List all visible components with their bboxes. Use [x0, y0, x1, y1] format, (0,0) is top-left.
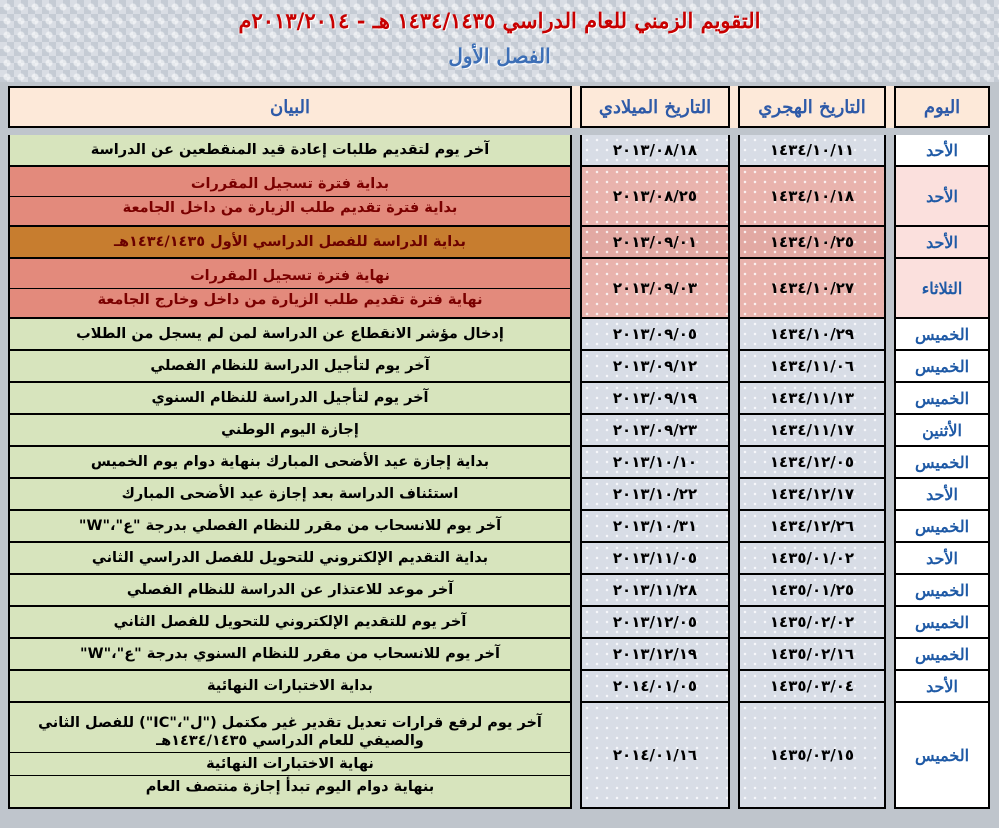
hijri-date-cell: ١٤٣٤/١١/١٣	[738, 383, 886, 415]
description-cell	[8, 383, 572, 415]
description-cell	[8, 511, 572, 543]
gregorian-date-cell: ٢٠١٣/١٢/٠٥	[580, 607, 730, 639]
description-line: نهاية الاختبارات النهائية	[10, 752, 570, 775]
hijri-date-cell: ١٤٣٤/١١/٠٦	[738, 351, 886, 383]
description-line: نهاية فترة تقديم طلب الزيارة من داخل وخارج الجامعة	[10, 288, 570, 311]
day-cell: الأحد	[894, 543, 990, 575]
description-cell	[8, 135, 572, 167]
table-row	[8, 703, 990, 809]
gregorian-date-cell: ٢٠١٣/١٠/٢٢	[580, 479, 730, 511]
description-cell	[8, 607, 572, 639]
day-cell: الخميس	[894, 319, 990, 351]
description-cell	[8, 639, 572, 671]
day-cell: الأحد	[894, 227, 990, 259]
description-line: بداية إجازة عيد الأضحى المبارك بنهاية دوام يوم الخميس	[90, 453, 490, 470]
day-cell: الثلاثاء	[894, 259, 990, 319]
table-row	[8, 351, 990, 383]
description-cell	[8, 479, 572, 511]
hijri-date-cell: ١٤٣٤/١٠/١٨	[738, 167, 886, 227]
description-line: آخر يوم لتأجيل الدراسة للنظام الفصلي	[150, 357, 430, 374]
table-row	[8, 319, 990, 351]
hijri-date-cell: ١٤٣٤/١٢/٢٦	[738, 511, 886, 543]
hijri-date-cell: ١٤٣٤/١٠/٢٥	[738, 227, 886, 259]
day-cell: الخميس	[894, 639, 990, 671]
table-row	[8, 135, 990, 167]
description-cell	[8, 575, 572, 607]
description-cell	[8, 671, 572, 703]
table-row	[8, 671, 990, 703]
description-line: استئناف الدراسة بعد إجازة عيد الأضحى المبارك	[121, 485, 459, 502]
day-cell: الخميس	[894, 511, 990, 543]
day-cell: الأحد	[894, 671, 990, 703]
header-description: البيان	[8, 86, 572, 128]
header-row	[8, 86, 990, 128]
hijri-date-cell: ١٤٣٤/١٠/٢٧	[738, 259, 886, 319]
page-subtitle: الفصل الأول	[448, 44, 551, 68]
calendar-sheet	[0, 82, 999, 828]
description-cell	[8, 259, 572, 319]
day-cell: الخميس	[894, 607, 990, 639]
hijri-date-cell: ١٤٣٥/٠٢/٠٢	[738, 607, 886, 639]
gregorian-date-cell: ٢٠١٣/٠٩/٠٣	[580, 259, 730, 319]
hijri-date-cell: ١٤٣٥/٠٣/٠٤	[738, 671, 886, 703]
hijri-date-cell: ١٤٣٥/٠١/٢٥	[738, 575, 886, 607]
table-row	[8, 383, 990, 415]
gregorian-date-cell: ٢٠١٣/١٠/٣١	[580, 511, 730, 543]
table-row	[8, 167, 990, 227]
table-row	[8, 575, 990, 607]
day-cell: الخميس	[894, 447, 990, 479]
table-row	[8, 543, 990, 575]
description-cell	[8, 227, 572, 259]
calendar-rows	[8, 135, 990, 809]
description-cell	[8, 319, 572, 351]
day-cell: الخميس	[894, 575, 990, 607]
table-row	[8, 607, 990, 639]
calendar-table	[8, 86, 990, 809]
gregorian-date-cell: ٢٠١٣/١٢/١٩	[580, 639, 730, 671]
page-title: التقويم الزمني للعام الدراسي ١٤٣٤/١٤٣٥ هـ - ٢٠١٣/٢٠١٤م	[238, 8, 761, 33]
description-cell	[8, 543, 572, 575]
table-row	[8, 415, 990, 447]
day-cell: الأثنين	[894, 415, 990, 447]
gregorian-date-cell: ٢٠١٣/١١/٠٥	[580, 543, 730, 575]
gregorian-date-cell: ٢٠١٣/٠٨/٢٥	[580, 167, 730, 227]
gregorian-date-cell: ٢٠١٣/٠٩/٠١	[580, 227, 730, 259]
header-gregorian: التاريخ الميلادي	[580, 86, 730, 128]
description-line: آخر موعد للاعتذار عن الدراسة للنظام الفصلي	[126, 581, 454, 598]
hijri-date-cell: ١٤٣٥/٠١/٠٢	[738, 543, 886, 575]
description-line: آخر يوم للانسحاب من مقرر للنظام السنوي بدرجة "ع"،"W"	[80, 645, 500, 662]
day-cell: الخميس	[894, 383, 990, 415]
description-cell	[8, 703, 572, 809]
description-line: آخر يوم للانسحاب من مقرر للنظام الفصلي بدرجة "ع"،"W"	[78, 517, 502, 534]
day-cell: الأحد	[894, 135, 990, 167]
gregorian-date-cell: ٢٠١٣/٠٩/٠٥	[580, 319, 730, 351]
day-cell: الخميس	[894, 703, 990, 809]
header-hijri: التاريخ الهجري	[738, 86, 886, 128]
hijri-date-cell: ١٤٣٤/١٢/٠٥	[738, 447, 886, 479]
day-cell: الأحد	[894, 479, 990, 511]
hijri-date-cell: ١٤٣٥/٠٣/١٥	[738, 703, 886, 809]
description-line: بداية الدراسة للفصل الدراسي الأول ١٤٣٤/١٤٣٥هـ	[114, 233, 466, 250]
description-line: بداية التقديم الإلكتروني للتحويل للفصل الدراسي الثاني	[91, 549, 489, 566]
day-cell: الخميس	[894, 351, 990, 383]
description-line: بداية الاختبارات النهائية	[206, 677, 374, 694]
table-row	[8, 259, 990, 319]
gregorian-date-cell: ٢٠١٣/٠٩/٢٣	[580, 415, 730, 447]
table-row	[8, 511, 990, 543]
hijri-date-cell: ١٤٣٤/١٠/٢٩	[738, 319, 886, 351]
gregorian-date-cell: ٢٠١٤/٠١/٠٥	[580, 671, 730, 703]
gregorian-date-cell: ٢٠١٣/١٠/١٠	[580, 447, 730, 479]
description-line: آخر يوم لرفع قرارات تعديل تقدير غير مكتمل ("ل"،"IC") للفصل الثاني والصيفي للعام الدراسي ١٤٣٤/١٤٣٥هـ	[38, 714, 542, 749]
description-line: بنهاية دوام اليوم تبدأ إجازة منتصف العام	[10, 775, 570, 798]
gregorian-date-cell: ٢٠١٤/٠١/١٦	[580, 703, 730, 809]
description-line: نهاية فترة تسجيل المقررات	[190, 268, 390, 285]
gregorian-date-cell: ٢٠١٣/٠٩/١٩	[580, 383, 730, 415]
description-cell	[8, 447, 572, 479]
day-cell: الأحد	[894, 167, 990, 227]
description-line: بداية فترة تسجيل المقررات	[190, 176, 390, 193]
description-cell	[8, 415, 572, 447]
description-line: بداية فترة تقديم طلب الزيارة من داخل الجامعة	[10, 196, 570, 219]
header-day: اليوم	[894, 86, 990, 128]
description-line: آخر يوم لتأجيل الدراسة للنظام السنوي	[151, 389, 429, 406]
description-line: آخر يوم لتقديم طلبات إعادة قيد المنقطعين عن الدراسة	[90, 141, 490, 158]
hijri-date-cell: ١٤٣٤/١١/١٧	[738, 415, 886, 447]
table-row	[8, 227, 990, 259]
description-line: آخر يوم للتقديم الإلكتروني للتحويل للفصل الثاني	[113, 613, 467, 630]
description-line: إجازة اليوم الوطني	[221, 421, 359, 438]
table-row	[8, 447, 990, 479]
gregorian-date-cell: ٢٠١٣/٠٩/١٢	[580, 351, 730, 383]
description-cell	[8, 167, 572, 227]
hijri-date-cell: ١٤٣٥/٠٢/١٦	[738, 639, 886, 671]
hijri-date-cell: ١٤٣٤/١٢/١٧	[738, 479, 886, 511]
gregorian-date-cell: ٢٠١٣/٠٨/١٨	[580, 135, 730, 167]
table-row	[8, 639, 990, 671]
description-cell	[8, 351, 572, 383]
hijri-date-cell: ١٤٣٤/١٠/١١	[738, 135, 886, 167]
table-row	[8, 479, 990, 511]
description-line: إدخال مؤشر الانقطاع عن الدراسة لمن لم يسجل من الطلاب	[76, 325, 504, 342]
gregorian-date-cell: ٢٠١٣/١١/٢٨	[580, 575, 730, 607]
